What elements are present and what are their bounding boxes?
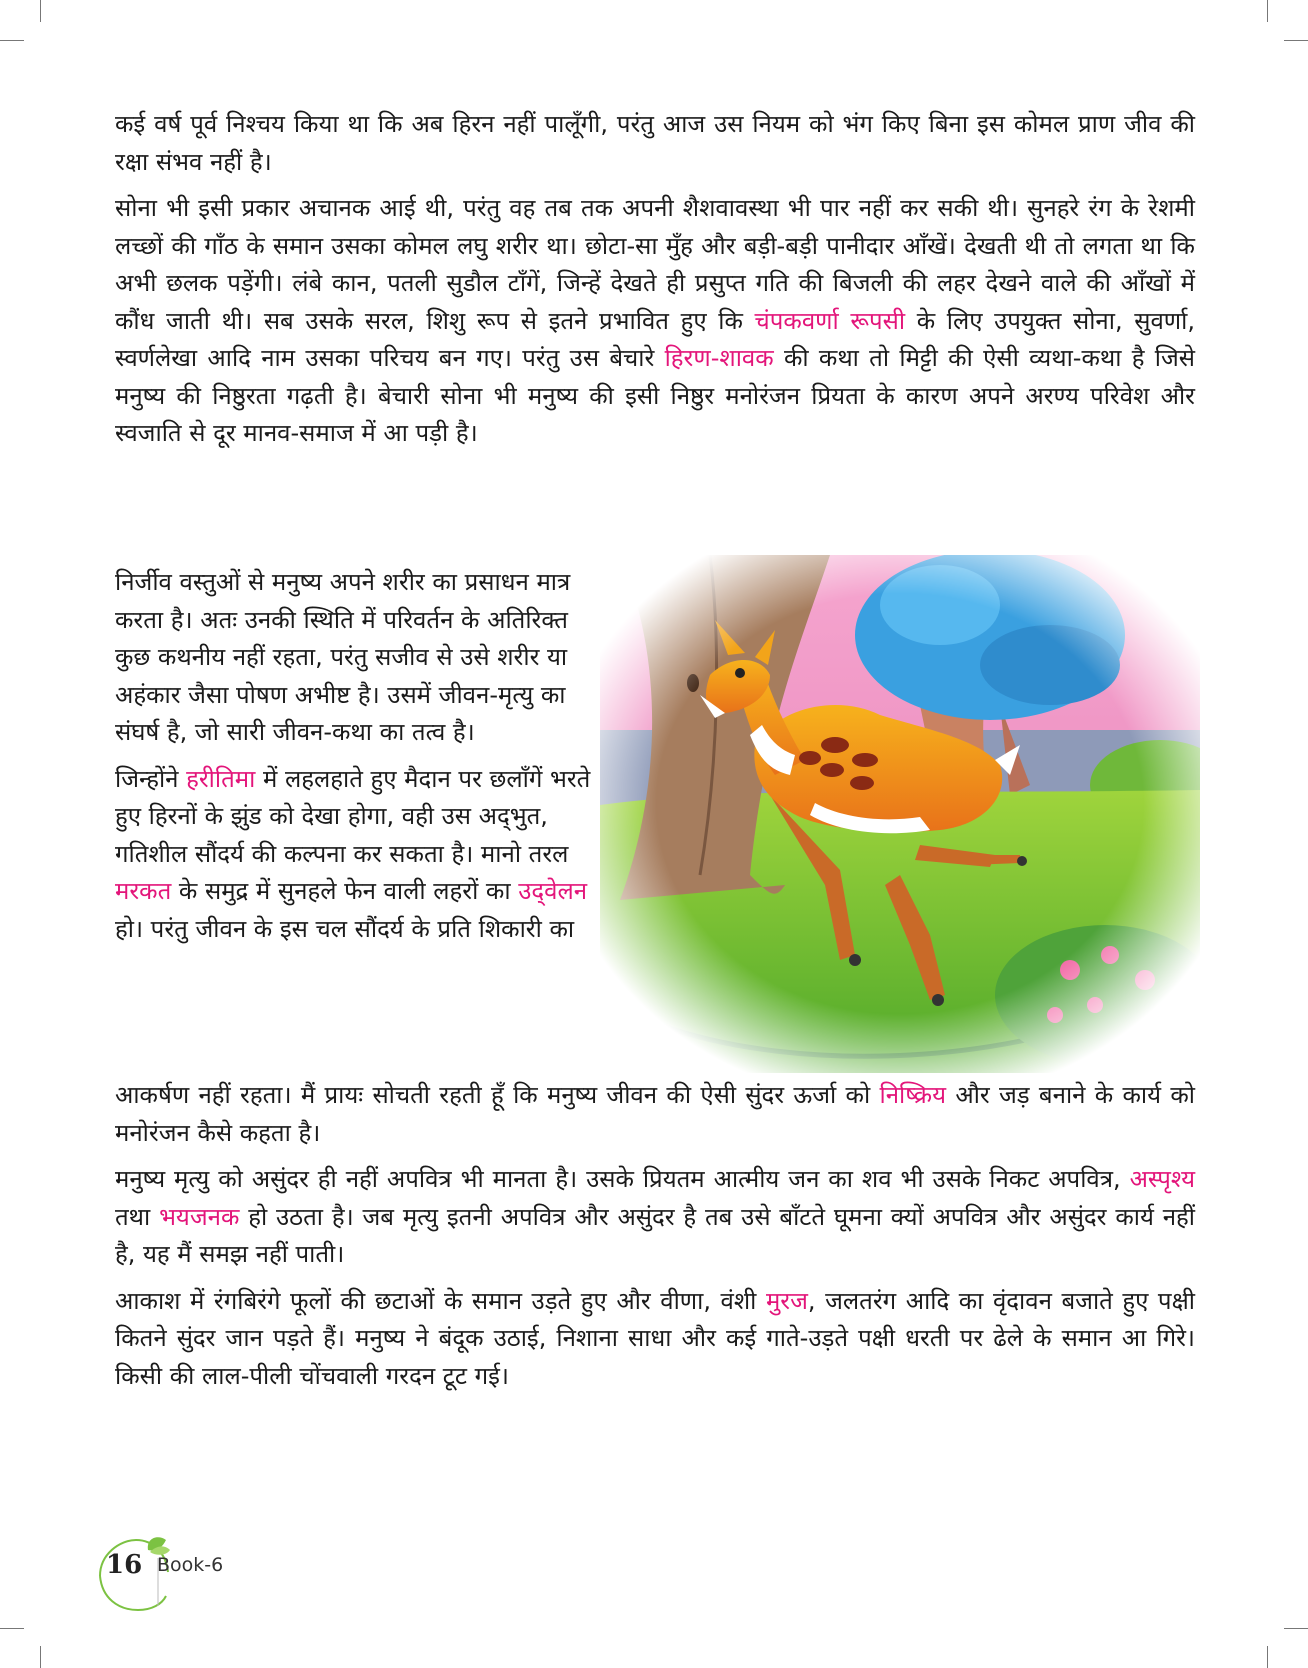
text-segment: सोना भी इसी प्रकार अचानक आई थी, परंतु वह तब तक अपनी शैशवावस्था भी पार नहीं कर सकी [115, 194, 979, 222]
text-segment: जड़ बनाने के कार्य को मनोरंजन कैसे कहता है। [115, 1081, 1196, 1147]
paragraph [115, 761, 601, 949]
crop-mark [1267, 1646, 1268, 1668]
paragraph [115, 564, 601, 752]
paragraph [115, 1161, 1195, 1274]
text-block-wrap [115, 564, 601, 957]
text-segment: बड़ी-बड़ी पानीदार आँखें। देखती थी तो लगता था कि अभी छलक पड़ेंगी। लंबे कान, पतली सुडौल [115, 231, 1195, 297]
text-segment: निकट अपवित्र, [989, 1165, 1130, 1193]
text-segment: आकर्षण नहीं रहता। मैं प्रायः सोचती रहती हूँ कि मनुष्य जीवन की ऐसी सुंदर ऊर्जा को [115, 1081, 880, 1109]
text-segment: आकाश में रंगबिरंगे फूलों की छटाओं के समान उड़ते हुए और वीणा, वंशी [115, 1286, 766, 1315]
paragraph [115, 1077, 1195, 1152]
text-segment: जिन्होंने [115, 764, 187, 793]
text-segment: के समुद्र में [171, 877, 271, 905]
highlight-word: मुरज [765, 1286, 808, 1315]
text-segment: वही उस अद्‌भुत, गतिशील सौंदर्य की कल्पना [115, 802, 548, 868]
crop-mark [0, 1628, 24, 1629]
highlight-word: मरकत [115, 877, 172, 905]
text-segment: स्वर्णलेखा आदि नाम उसका परिचय बन गए। परंतु उस बेचारे [115, 344, 665, 372]
book-label: Book-6 [157, 1554, 224, 1576]
text-segment: मनुष्य मृत्यु को असुंदर ही नहीं अपवित्र भी मानता है। उसके प्रियतम आत्मीय जन का शव भी उसके [115, 1165, 981, 1193]
crop-mark [1267, 0, 1268, 22]
crop-mark [0, 40, 24, 41]
text-block-top [115, 106, 1195, 462]
highlight-word: हिरण-शावक [664, 344, 774, 372]
text-segment: थी। सुनहरे रंग के रेशमी लच्छों की गाँठ के समान उसका कोमल लघु शरीर था। छोटा-सा मुँह और [115, 194, 1195, 260]
highlight-word: उद्‌वेलन [518, 877, 588, 905]
crop-mark [1284, 40, 1308, 41]
paragraph [115, 190, 1195, 453]
paragraph [115, 106, 1195, 181]
text-segment: जीवन के इस चल सौंदर्य के प्रति शिकारी का [195, 914, 575, 943]
text-segment: कई वर्ष पूर्व निश्चय किया था कि अब हिरन नहीं पालूँगी, परंतु आज उस नियम को भंग किए बिना [115, 110, 969, 138]
text-segment: हो। परंतु [115, 914, 188, 943]
text-segment: , जलतरंग आदि का [807, 1286, 984, 1315]
text-segment: की कथा तो मिट्टी की [773, 344, 973, 372]
text-segment: टाँगें, जिन्हें देखते ही प्रसुप्त गति की बिजली की लहर देखने वाले की आँखों में कौंध जाती थी। सब [115, 269, 1196, 335]
text-segment: बाँटते घूमना क्यों अपवित्र और असुंदर कार्य नहीं है, यह मैं समझ नहीं पाती। [115, 1202, 1195, 1268]
paragraph [115, 1283, 1195, 1396]
text-segment: के अतिरिक्त कुछ कथनीय नहीं रहता, परंतु [115, 605, 568, 671]
text-segment: ऐसी व्यथा-कथा है जिसे मनुष्य की निष्ठुरता गढ़ती है। बेचारी सोना भी मनुष्य की इसी निष्ठुर मनोरंजन [115, 344, 1195, 410]
text-block-bottom [115, 1077, 1195, 1404]
text-segment: सुनहले फेन वाली लहरों का [277, 877, 519, 905]
text-segment: तथा [115, 1202, 160, 1231]
crop-mark [1284, 1628, 1308, 1629]
highlight-word: चंपकवर्णा रूपसी [754, 306, 906, 335]
text-segment: और [946, 1081, 990, 1109]
text-segment: कर सकता है। मानो तरल [353, 839, 569, 868]
text-segment: छलाँगें भरते हुए हिरनों के झुंड को देखा होगा, [115, 764, 591, 830]
page-number: 16 [106, 1550, 143, 1580]
text-segment: सजीव से उसे शरीर या अहंकार जैसा पोषण [115, 643, 568, 709]
text-segment: इस कोमल प्राण जीव की रक्षा संभव नहीं है। [115, 110, 1195, 176]
deer-illustration [600, 555, 1200, 1073]
text-segment: गाते-उड़ते पक्षी धरती पर ढेले के समान आ गिरे। किसी की लाल-पीली चोंचवाली गरदन टूट गई। [115, 1324, 1195, 1390]
text-segment: प्रियता के कारण अपने अरण्य परिवेश और स्वजाति से दूर मानव-समाज में आ पड़ी है। [115, 381, 1195, 447]
crop-mark [40, 1646, 41, 1668]
text-segment: अभीष्ट है। उसमें जीवन-मृत्यु का संघर्ष है, जो [115, 680, 566, 746]
highlight-word: हरीतिमा [186, 764, 256, 793]
text-segment: वृंदावन बजाते हुए पक्षी कितने सुंदर जान पड़ते हैं। मनुष्य ने बंदूक उठाई, निशाना साधा और कई [115, 1286, 1195, 1352]
highlight-word: भयजनक [159, 1202, 240, 1231]
text-segment: हो उठता है। जब मृत्यु इतनी अपवित्र और असुंदर है तब उसे [239, 1202, 771, 1231]
text-segment: निर्जीव वस्तुओं से मनुष्य अपने शरीर का प्रसाधन [115, 568, 529, 596]
text-segment: उसके सरल, शिशु रूप से इतने प्रभावित हुए कि [305, 306, 755, 335]
highlight-word: निष्क्रिय [879, 1081, 947, 1109]
text-segment: सारी जीवन-कथा का तत्व है। [226, 718, 475, 746]
text-segment: मात्र करता है। अतः उनकी स्थिति में परिवर्तन [115, 568, 571, 634]
highlight-word: अस्पृश्य [1129, 1165, 1195, 1193]
crop-mark [40, 0, 41, 22]
text-segment: में लहलहाते हुए मैदान पर [255, 764, 482, 793]
text-segment: के लिए उपयुक्त सोना, सुवर्णा, [905, 306, 1195, 335]
